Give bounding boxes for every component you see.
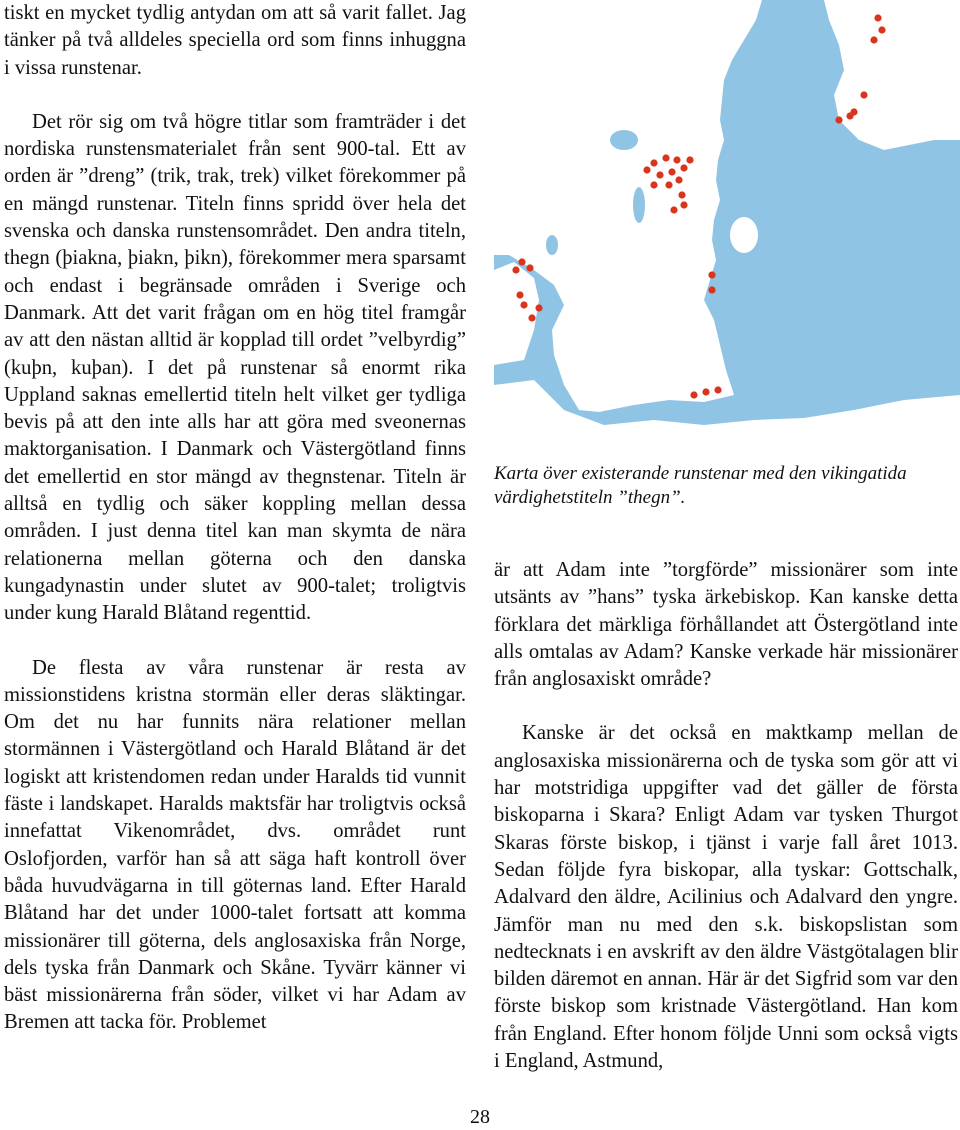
lake	[610, 130, 638, 150]
island-gotland	[730, 217, 758, 253]
paragraph: tiskt en mycket tydlig antydan om att så varit fallet. Jag tänker på två alldeles speciella ord som finns inhuggna i vissa runstenar.	[4, 2, 466, 79]
runestone-marker	[686, 156, 693, 163]
runestone-marker	[656, 171, 663, 178]
paragraph: Kanske är det också en maktkamp mellan de anglosaxiska missionärerna och de tyska som gör att vi har motstridiga uppgifter vad det gäller de första biskoparna i Skara? Enligt Adam var tysken Thurgot Skaras förste biskop, i tjänst i varje fall året 1013. Sedan följde fyra biskopar, alla tyskar: Gottschalk, Adalvard den äldre, Acilinius och Adalvard den yngre. Jämför man nu med den s.k. biskopslistan som nedtecknats i en avskrift av den äldre Västgötalagen blir bilden däremot en annan. Här är det Sigfrid som var den förste biskop som kristnade Västergötland. Han kom från England. Efter honom följde Unni som också vigts i England, Astmund,	[494, 722, 958, 1073]
runestone-marker	[528, 314, 535, 321]
runestone-marker	[678, 191, 685, 198]
runestone-marker	[680, 164, 687, 171]
right-text-column	[494, 557, 958, 1075]
runestone-marker	[518, 258, 525, 265]
paragraph: De flesta av våra runstenar är resta av missionstidens kristna stormän eller deras släktingar. Om det nu har funnits nära relationer mellan stormännen i Västergötland och Harald Blåtand är det logiskt att kristendomen redan under Haralds tid vunnit fäste i landskapet. Haralds maktsfär har troligtvis också innefattat Vikenområdet, dvs. området runt Oslofjorden, varför han så att säga haft kontroll över båda huvudvägarna in till göternas land. Efter Harald Blåtand har det under 1000-talet fortsatt att komma missionärer till göterna, dels anglosaxiska från Norge, dels tyska från Danmark och Skåne. Tyvärr känner vi bäst missionärerna från söder, vilket vi har Adam av Bremen att tacka för. Problemet	[4, 656, 466, 1034]
runestone-marker	[516, 291, 523, 298]
runestone-marker	[860, 91, 867, 98]
map-caption: Karta över existerande runstenar med den vikingatida värdighetstiteln ”thegn”.	[494, 463, 907, 508]
runestone-marker	[512, 266, 519, 273]
runestone-marker	[650, 181, 657, 188]
runestone-marker	[665, 181, 672, 188]
runestone-marker	[708, 286, 715, 293]
paragraph: är att Adam inte ”torgförde” missionärer som inte utsänts av ”hans” tyska ärkebiskop. Kan kanske detta förklara det märkliga förhållandet att Östergötland inte alls omtalas av Adam? Kanske verkade här missionärer från anglosaxiskt område?	[494, 559, 958, 691]
paragraph: Det rör sig om två högre titlar som framträder i det nordiska runstensmaterialet från sent 900-tal. Ett av orden är ”dreng” (trik, trak, trek) vilket förekommer på en mängd runstenar. Titeln finns spridd över hela det svenska och danska runstensområdet. Den andra titeln, thegn (þiakna, þiakn, þikn), förekommer mera sparsamt och endast i begränsade områden i Sverige och Danmark. Att det varit frågan om en hög titel framgår av att den nästan alltid är kopplad till ordet ”velbyrdig” (kuþn, kuþan). I det på runstenar så enormt rika Uppland saknas emellertid titeln helt vilket ger tydliga bevis på att den inte alls har att göra med sveonernas maktorganisation. I Danmark och Västergötland finns det emellertid en stor mängd av thegnstenar. Titeln är alltså en tydlig och säker koppling mellan dessa områden. I just denna titel kan man skymta de nära relationerna mellan göterna och den danska kungadynastin under slutet av 900-talet; troligtvis under kung Harald Blåtand regenttid.	[4, 110, 466, 625]
runestone-marker	[878, 26, 885, 33]
runestone-marker	[668, 168, 675, 175]
runestone-marker	[662, 154, 669, 161]
runestone-marker	[535, 304, 542, 311]
page-number: 28	[470, 1106, 490, 1128]
runestone-marker	[670, 206, 677, 213]
runestone-marker	[520, 301, 527, 308]
runestone-marker	[690, 391, 697, 398]
runestone-marker	[850, 108, 857, 115]
runestone-marker	[650, 159, 657, 166]
runestone-marker	[708, 271, 715, 278]
runestone-marker	[870, 36, 877, 43]
runestone-marker	[673, 156, 680, 163]
lake	[633, 187, 645, 223]
runestone-marker	[643, 166, 650, 173]
left-text-column	[4, 0, 466, 1037]
runestone-marker	[526, 264, 533, 271]
runestone-marker	[835, 116, 842, 123]
runestone-marker	[675, 176, 682, 183]
runestone-marker	[714, 386, 721, 393]
lake	[546, 235, 558, 255]
runestone-marker	[680, 201, 687, 208]
runestone-marker	[702, 388, 709, 395]
island-oland	[691, 252, 707, 292]
runestone-marker	[874, 14, 881, 21]
runestone-map	[494, 0, 960, 450]
